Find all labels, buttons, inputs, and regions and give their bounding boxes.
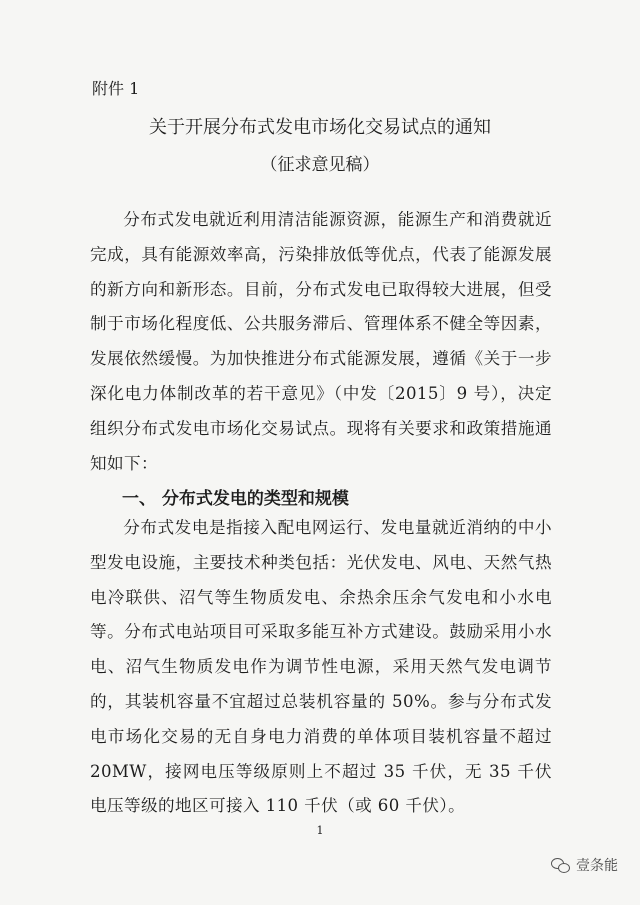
section-heading: 一、 分布式发电的类型和规模 <box>122 489 349 509</box>
page-number: 1 <box>316 824 324 837</box>
intro-paragraph-block <box>90 203 552 481</box>
document-subtitle: （征求意见稿） <box>260 155 380 175</box>
watermark <box>551 855 618 875</box>
section1-paragraph: 分布式发电是指接入配电网运行、发电量就近消纳的中小型发电设施，主要技术种类包括：光伏发电、风电、天然气热电冷联供、沼气等生物质发电、余热余压余气发电和小水电等。分布式电站项目可采取多能互补方式建设。鼓励采用小水电、沼气生物质发电作为调节性电源，采用天然气发电调节的，其装机容量不宜超过总装机容量的 50%。参与分布式发电市场化交易的无自身电力消费的单体项目装机容量不超过 20MW，接网电压等级原则上不超过 35 千伏，无 35 千伏电压等级的地区可接入 110 千伏（或 60 千伏）。 <box>90 518 552 816</box>
watermark-text: 壹条能 <box>576 858 618 874</box>
wechat-icon <box>551 857 571 873</box>
document-title: 关于开展分布式发电市场化交易试点的通知 <box>149 117 491 138</box>
section1-paragraph-block <box>90 511 552 824</box>
annex-label: 附件 1 <box>92 79 140 98</box>
intro-paragraph: 分布式发电就近利用清洁能源资源，能源生产和消费就近完成，具有能源效率高，污染排放低等优点，代表了能源发展的新方向和新形态。目前，分布式发电已取得较大进展，但受制于市场化程度低、公共服务滞后、管理体系不健全等因素，发展依然缓慢。为加快推进分布式能源发展，遵循《关于一步深化电力体制改革的若干意见》（中发〔2015〕9 号），决定组织分布式发电市场化交易试点。现将有关要求和政策措施通知如下： <box>90 210 552 473</box>
